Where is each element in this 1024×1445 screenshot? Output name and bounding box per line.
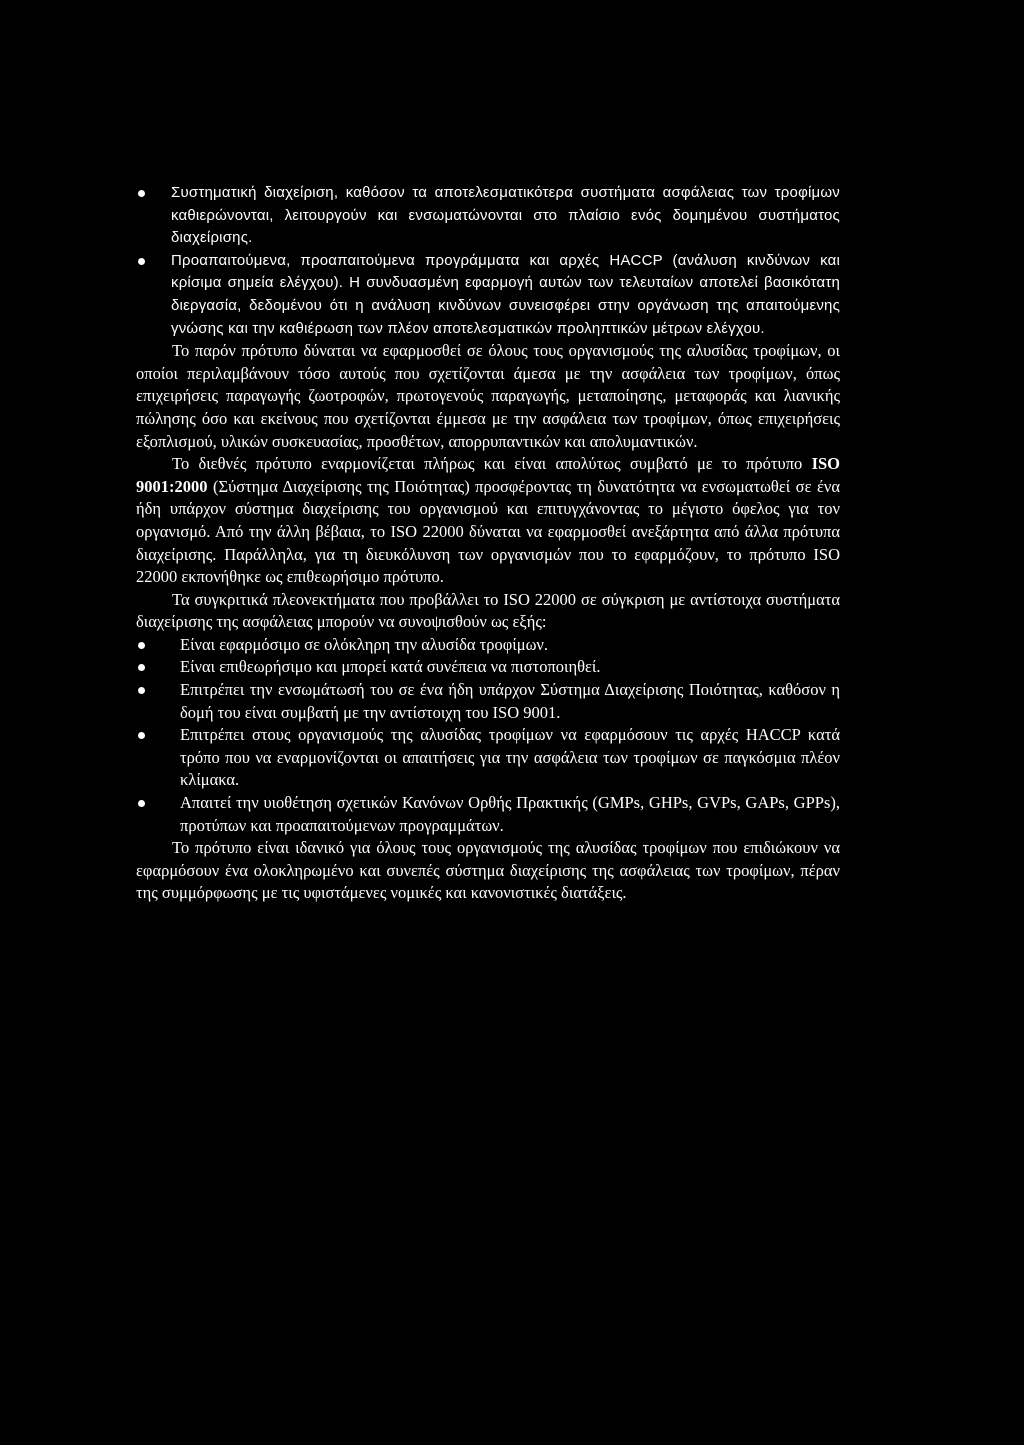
list-item: [136, 724, 840, 792]
list-item: [136, 656, 840, 679]
bullet-icon: [138, 190, 145, 197]
standard-name: ISO 9001:2000: [136, 454, 840, 496]
list-item-text: Συστηματική διαχείριση, καθόσον τα αποτελεσματικότερα συστήματα ασφάλειας των τροφίμων καθιερώνονται, λειτουργούν και ενσωματώνονται στο πλαίσιο ενός δομημένου συστήματος διαχείρισης.: [171, 184, 840, 247]
advantages-list: [136, 634, 840, 837]
list-item-text: Είναι επιθεωρήσιμο και μπορεί κατά συνέπεια να πιστοποιηθεί.: [180, 657, 601, 677]
paragraph-scope: Το παρόν πρότυπο δύναται να εφαρμοσθεί σε όλους τους οργανισμούς της αλυσίδας τροφίμων, οι οποίοι περιλαμβάνουν τόσο αυτούς που σχετίζονται άμεσα με την ασφάλεια των τροφίμων, όπως επιχειρήσεις παραγωγής ζωοτροφών, πρωτογενούς παραγωγής, μεταποίησης, μεταφοράς και λιανικής πώλησης όσο και εκείνους που σχετίζονται έμμεσα με την ασφάλεια των τροφίμων, όπως επιχειρήσεις εξοπλισμού, υλικών συσκευασίας, προσθέτων, απορρυπαντικών και απολυμαντικών.: [136, 341, 840, 451]
document-page: [136, 182, 840, 905]
list-item-text: Είναι εφαρμόσιμο σε ολόκληρη την αλυσίδα τροφίμων.: [180, 634, 549, 654]
paragraph-conclusion: Το πρότυπο είναι ιδανικό για όλους τους οργανισμούς της αλυσίδας τροφίμων που επιδιώκουν να εφαρμόσουν ένα ολοκληρωμένο και συνεπές σύστημα διαχείρισης της ασφάλειας των τροφίμων, πέραν της συμμόρφωσης με τις υφιστάμενες νομικές και κανονιστικές διατάξεις.: [136, 838, 840, 903]
paragraph-text: Το διεθνές πρότυπο εναρμονίζεται πλήρως και είναι απολύτως συμβατό με το πρότυπο: [172, 454, 812, 474]
list-item-text: Επιτρέπει την ενσωμάτωσή του σε ένα ήδη υπάρχον Σύστημα Διαχείρισης Ποιότητας, καθόσον η δομή του είναι συμβατή με την αντίστοιχη του ISO 9001.: [180, 680, 840, 722]
list-item: [136, 634, 840, 657]
bullet-icon: [138, 732, 145, 739]
list-item: [136, 250, 840, 340]
top-bullet-list: [136, 182, 840, 340]
list-item: [136, 182, 840, 250]
paragraph-advantages-intro: Τα συγκριτικά πλεονεκτήματα που προβάλλει το ISO 22000 σε σύγκριση με αντίστοιχα συστήματα διαχείρισης της ασφάλειας μπορούν να συνοψισθούν ως εξής:: [136, 589, 840, 632]
bullet-icon: [138, 664, 145, 671]
paragraph-compatibility: [136, 453, 840, 589]
bullet-icon: [138, 687, 145, 694]
bullet-icon: [138, 642, 145, 649]
bullet-icon: [138, 258, 145, 265]
bullet-icon: [138, 800, 145, 807]
list-item-text: Προαπαιτούμενα, προαπαιτούμενα προγράμματα και αρχές HACCP (ανάλυση κινδύνων και κρίσιμα σημεία ελέγχου). Η συνδυασμένη εφαρμογή αυτών των τελευταίων αποτελεί βασικότατη διεργασία, δεδομένου ότι η ανάλυση κινδύνων συνεισφέρει στην οργάνωση της απαιτούμενης γνώσης και την καθιέρωση των πλέον αποτελεσματικών προληπτικών μέτρων ελέγχου.: [171, 251, 840, 337]
list-item-text: Απαιτεί την υιοθέτηση σχετικών Κανόνων Ορθής Πρακτικής (GMPs, GHPs, GVPs, GAPs, GPPs), προτύπων και προαπαιτούμενων προγραμμάτων.: [180, 793, 840, 835]
list-item-text: Επιτρέπει στους οργανισμούς της αλυσίδας τροφίμων να εφαρμόσουν τις αρχές HACCP κατά τρόπο που να εναρμονίζονται οι απαιτήσεις για την ασφάλεια των τροφίμων σε παγκόσμια πλέον κλίμακα.: [180, 725, 840, 790]
list-item: [136, 679, 840, 724]
paragraph-text: (Σύστημα Διαχείρισης της Ποιότητας) προσφέροντας τη δυνατότητα να ενσωματωθεί σε ένα ήδη υπάρχον σύστημα διαχείρισης του οργανισμού και επιτυγχάνοντας το μέγιστο όφελος για τον οργανισμό. Από την άλλη βέβαια, το ISO 22000 δύναται να εφαρμοσθεί ανεξάρτητα από άλλα πρότυπα διαχείρισης. Παράλληλα, για τη διευκόλυνση των οργανισμών που το εφαρμόζουν, το πρότυπο ISO 22000 εκπονήθηκε ως επιθεωρήσιμο πρότυπο.: [136, 476, 840, 587]
list-item: [136, 792, 840, 837]
